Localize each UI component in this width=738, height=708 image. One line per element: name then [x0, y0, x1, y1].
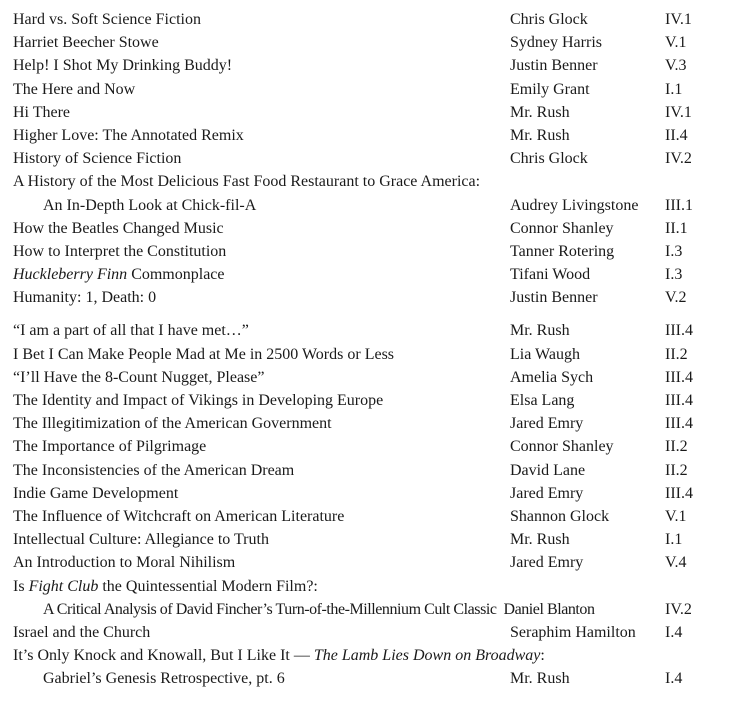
index-entry: [0, 435, 738, 458]
entry-title-segment: The Importance of Pilgrimage: [13, 438, 207, 456]
entry-title: [13, 575, 318, 598]
index-entry: [0, 124, 738, 147]
entry-title-segment: Intellectual Culture: Allegiance to Truth: [13, 531, 269, 549]
entry-author: Connor Shanley: [510, 219, 614, 237]
entry-author: Elsa Lang: [510, 392, 575, 409]
entry-title-segment: Gabriel’s Genesis Retrospective, pt. 6: [43, 670, 285, 688]
entry-title-segment: The Illegitimization of the American Government: [13, 415, 332, 433]
entry-title-segment: Help! I Shot My Drinking Buddy!: [13, 57, 233, 75]
entry-title-segment: The Identity and Impact of Vikings in Developing Europe: [13, 392, 384, 409]
entry-title-segment: the Quintessential Modern Film?:: [98, 577, 318, 595]
entry-title-segment: “I’ll Have the 8-Count Nugget, Please”: [13, 368, 265, 386]
entry-ref: III.4: [665, 392, 693, 409]
entry-author: Mr. Rush: [510, 322, 570, 340]
entry-ref: V.3: [665, 57, 687, 75]
index-entry: [0, 366, 738, 389]
entry-ref: II.4: [665, 126, 688, 144]
entry-author: Jared Emry: [510, 554, 584, 572]
index-entry: [0, 31, 738, 54]
entry-author: Mr. Rush: [510, 670, 570, 688]
entry-author: Chris Glock: [510, 150, 588, 168]
entry-title-segment: An In-Depth Look at Chick-fil-A: [43, 196, 257, 214]
entry-author: Chris Glock: [510, 11, 588, 28]
index-entry: [0, 240, 738, 263]
entry-title-segment: A History of the Most Delicious Fast Food Restaurant to Grace America:: [13, 173, 481, 191]
index-list: [0, 8, 738, 690]
index-entry: [0, 54, 738, 77]
entry-title-segment: How the Beatles Changed Music: [13, 219, 224, 237]
index-entry: [0, 621, 738, 644]
entry-ref: V.1: [665, 34, 687, 52]
entry-title: [13, 644, 545, 667]
entry-title: [13, 621, 150, 644]
entry-author: Mr. Rush: [510, 126, 570, 144]
entry-author: Tanner Rotering: [510, 242, 615, 260]
entry-title: [13, 343, 394, 366]
entry-author: Amelia Sych: [510, 368, 594, 386]
entry-author: Jared Emry: [510, 415, 584, 433]
entry-title: [13, 551, 235, 574]
index-entry: [0, 263, 738, 286]
entry-title-segment: How to Interpret the Constitution: [13, 242, 227, 260]
entry-title: [13, 389, 383, 412]
entry-ref: IV.1: [665, 103, 692, 121]
entry-title: [13, 240, 226, 263]
entry-ref: III.4: [665, 484, 693, 502]
entry-author: Jared Emry: [510, 484, 584, 502]
index-entry: [0, 78, 738, 101]
entry-ref: III.4: [665, 415, 693, 433]
entry-author: Daniel Blanton: [503, 600, 595, 618]
entry-title-segment: Commonplace: [127, 266, 225, 284]
entry-ref: I.1: [665, 80, 683, 98]
entry-ref: IV.2: [665, 600, 692, 618]
entry-title: [13, 286, 156, 309]
entry-ref: III.1: [665, 196, 693, 214]
entry-ref: II.2: [665, 438, 688, 456]
entry-title: [13, 528, 269, 551]
entry-title: [13, 170, 480, 193]
entry-title: [13, 8, 201, 31]
index-entry: [0, 412, 738, 435]
index-entry: [0, 194, 738, 217]
entry-author: Tifani Wood: [510, 266, 591, 284]
index-entry: [0, 147, 738, 170]
entry-title: [13, 435, 206, 458]
entry-title-italic-segment: Huckleberry Finn: [13, 266, 128, 284]
entry-author: Sydney Harris: [510, 34, 602, 52]
index-entry: [0, 505, 738, 528]
entry-title: [13, 78, 135, 101]
entry-title-segment: The Inconsistencies of the American Dream: [13, 461, 295, 479]
entry-title-segment: Is: [13, 577, 29, 595]
entry-author: Justin Benner: [510, 57, 598, 75]
entry-title: [0, 601, 497, 618]
entry-title: [13, 459, 294, 482]
entry-title-italic-segment: The Lamb Lies Down on Broadway: [313, 647, 541, 665]
entry-title: [13, 54, 232, 77]
entry-title-segment: “I am a part of all that I have met…”: [13, 322, 249, 340]
entry-ref: III.4: [665, 322, 693, 340]
index-entry: [0, 598, 738, 621]
index-entry: [0, 101, 738, 124]
index-entry: [0, 319, 738, 342]
index-entry: [0, 389, 738, 412]
entry-author: Audrey Livingstone: [510, 196, 639, 214]
entry-title: [13, 482, 178, 505]
entry-title-segment: History of Science Fiction: [13, 150, 182, 168]
index-entry: [0, 667, 738, 690]
index-entry: [0, 217, 738, 240]
entry-ref: I.3: [665, 242, 683, 260]
entry-author: David Lane: [510, 461, 586, 479]
index-entry: [0, 644, 738, 667]
entry-ref: I.4: [665, 670, 683, 688]
index-entry: [0, 8, 738, 31]
entry-ref: II.2: [665, 345, 688, 363]
entry-title-segment: An Introduction to Moral Nihilism: [13, 554, 236, 572]
entry-author: Lia Waugh: [510, 345, 580, 363]
entry-title: [13, 31, 159, 54]
entry-ref: I.1: [665, 531, 683, 549]
entry-ref: IV.2: [665, 150, 692, 168]
entry-author: Mr. Rush: [510, 103, 570, 121]
entry-ref: V.2: [665, 289, 687, 307]
entry-title: [13, 505, 344, 528]
entry-title-segment: Indie Game Development: [13, 484, 179, 502]
entry-author: Emily Grant: [510, 80, 590, 98]
index-entry: [0, 482, 738, 505]
entry-title-segment: It’s Only Knock and Knowall, But I Like It —: [13, 647, 314, 665]
entry-ref: II.1: [665, 219, 688, 237]
entry-title-segment: A Critical Analysis of David Fincher’s Turn-of-the-Millennium Cult Classic: [43, 600, 497, 618]
entry-author: Seraphim Hamilton: [510, 623, 636, 641]
entry-ref: V.1: [665, 507, 687, 525]
entry-title: [13, 217, 224, 240]
entry-title: [13, 101, 70, 124]
entry-author: Connor Shanley: [510, 438, 614, 456]
index-entry: [0, 459, 738, 482]
entry-title-segment: Harriet Beecher Stowe: [13, 34, 159, 52]
entry-title-segment: :: [540, 647, 545, 665]
entry-title: [13, 412, 332, 435]
index-entry: [0, 343, 738, 366]
entry-ref: I.4: [665, 623, 683, 641]
entry-ref: IV.1: [665, 11, 692, 28]
entry-title-segment: I Bet I Can Make People Mad at Me in 2500 Words or Less: [13, 345, 395, 363]
index-entry: [0, 528, 738, 551]
entry-title-italic-segment: Fight Club: [28, 577, 99, 595]
index-entry: [0, 286, 738, 309]
entry-title: [13, 366, 264, 389]
entry-ref: I.3: [665, 266, 683, 284]
entry-title: [43, 667, 285, 690]
entry-author: Justin Benner: [510, 289, 598, 307]
entry-title-segment: The Influence of Witchcraft on American Literature: [13, 507, 345, 525]
index-entry: [0, 170, 738, 193]
entry-ref: III.4: [665, 368, 693, 386]
entry-title: [13, 319, 249, 342]
entry-title: [43, 194, 256, 217]
index-entry: [0, 551, 738, 574]
entry-title: [13, 124, 244, 147]
entry-title-segment: Higher Love: The Annotated Remix: [13, 126, 244, 144]
entry-title-segment: Hi There: [13, 103, 71, 121]
entry-ref: II.2: [665, 461, 688, 479]
entry-author: Mr. Rush: [510, 531, 570, 549]
entry-title: [13, 147, 181, 170]
entry-title-segment: Humanity: 1, Death: 0: [13, 289, 157, 307]
entry-title-segment: The Here and Now: [13, 80, 136, 98]
entry-title-segment: Israel and the Church: [13, 623, 151, 641]
entry-ref: V.4: [665, 554, 687, 572]
entry-title: [13, 263, 225, 286]
index-entry: [0, 575, 738, 598]
entry-author: Shannon Glock: [510, 507, 610, 525]
entry-title-segment: Hard vs. Soft Science Fiction: [13, 11, 201, 28]
